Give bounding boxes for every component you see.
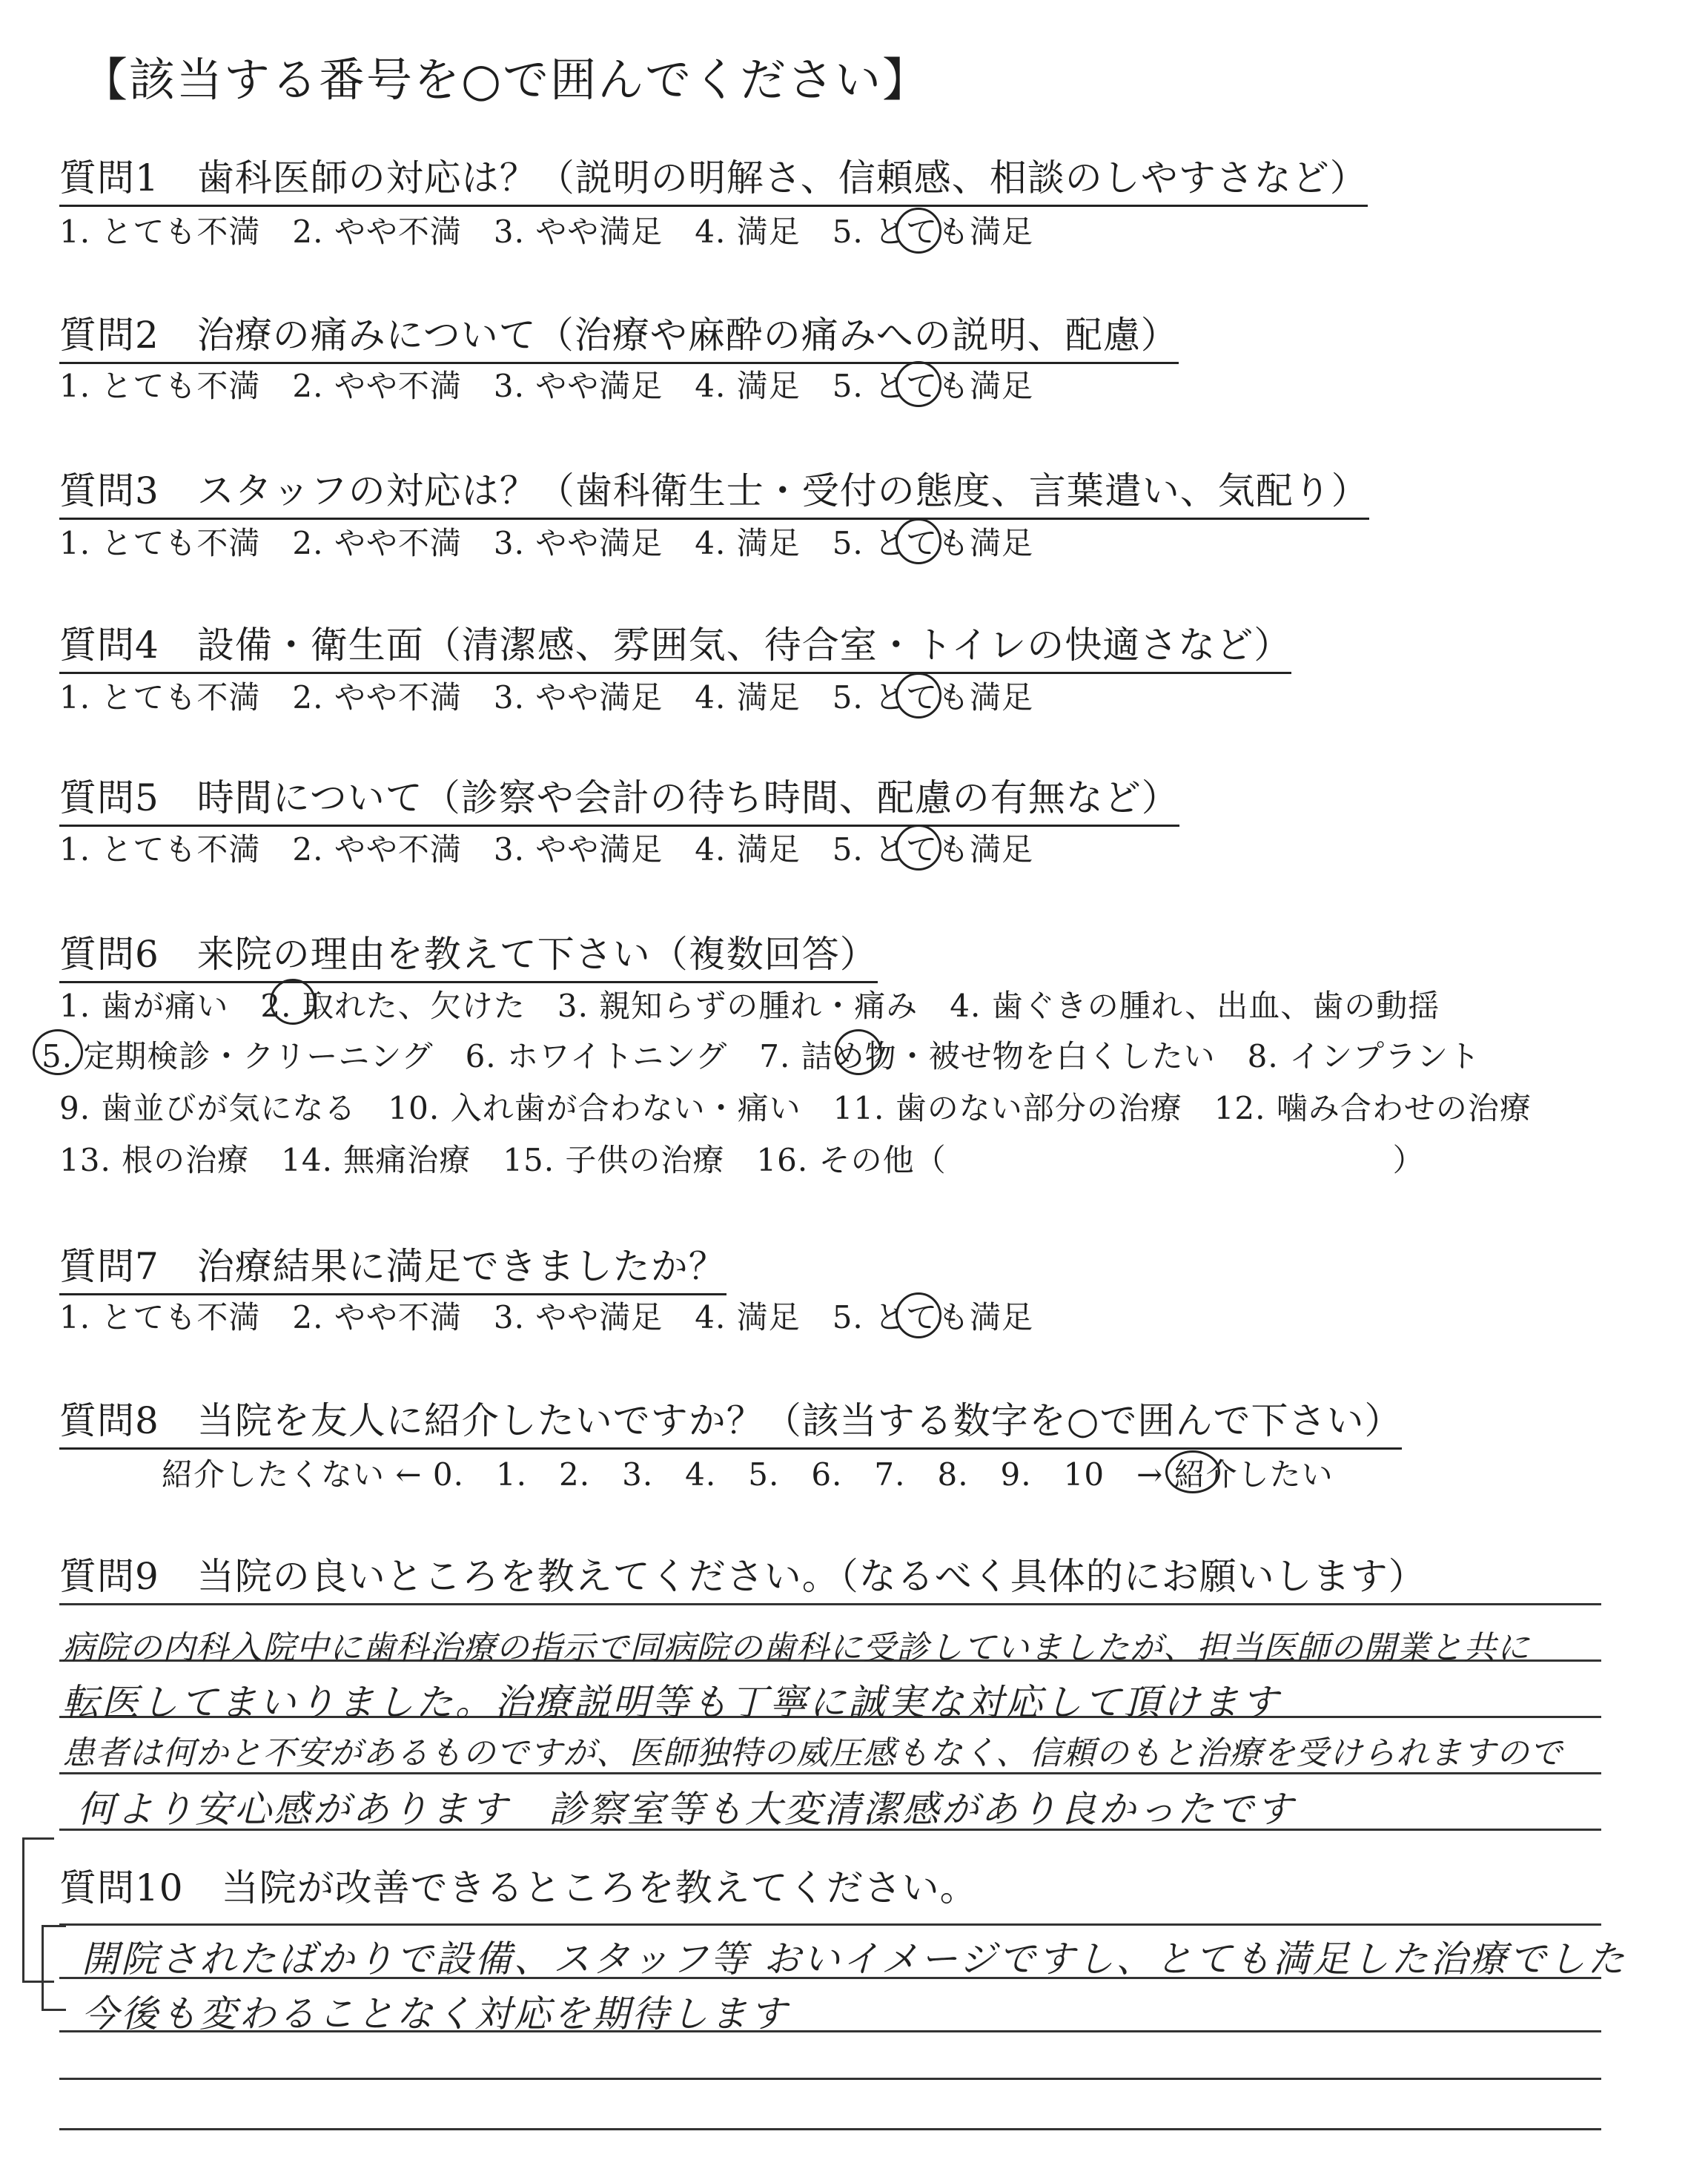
- question-7-options: 1. とても不満 2. やや不満 3. やや満足 4. 満足 5. とても満足: [59, 1299, 1034, 1335]
- question-6-label: 質問6 来院の理由を教えて下さい（複数回答）: [59, 925, 878, 983]
- question-8-label: 質問8 当院を友人に紹介したいですか？（該当する数字を○で囲んで下さい）: [59, 1391, 1402, 1450]
- question-3-answer-circle: [896, 518, 941, 564]
- question-6-line-4: 13. 根の治療 14. 無痛治療 15. 子供の治療 16. その他（ ）: [59, 1142, 1425, 1178]
- question-6-answer-circle-5: [33, 1029, 83, 1075]
- question-5-label: 質問5 時間について（診察や会計の待ち時間、配慮の有無など）: [59, 768, 1179, 827]
- question-7-answer-circle: [896, 1292, 941, 1338]
- question-1-answer-circle: [896, 208, 941, 254]
- question-8-answer-circle: [1165, 1450, 1220, 1493]
- question-6-line-1: 1. 歯が痛い 2. 取れた、欠けた 3. 親知らずの腫れ・痛み 4. 歯ぐきの腫れ、出血、歯の動揺: [59, 988, 1440, 1024]
- page-title: 【該当する番号を○で囲んでください】: [82, 53, 930, 107]
- question-6-line-2: 5. 定期検診・クリーニング 6. ホワイトニング 7. 詰め物・被せ物を白くしたい 8. インプラント: [42, 1038, 1481, 1074]
- question-2-label: 質問2 治療の痛みについて（治療や麻酔の痛みへの説明、配慮）: [59, 305, 1179, 364]
- handwritten-bracket-mark-2: [42, 1925, 66, 2011]
- q10-answer-rule-4: [59, 2078, 1601, 2080]
- question-3-label: 質問3 スタッフの対応は？（歯科衛生士・受付の態度、言葉遣い、気配り）: [59, 461, 1369, 520]
- question-4-label: 質問4 設備・衛生面（清潔感、雰囲気、待合室・トイレの快適さなど）: [59, 615, 1291, 674]
- q9-answer-rule-1: [59, 1603, 1601, 1605]
- question-6-answer-circle-2: [270, 979, 316, 1025]
- q10-answer-rule-5: [59, 2128, 1601, 2130]
- q9-answer-line-4: 何より安心感があります 診察室等も大変清潔感があり良かったです: [77, 1788, 1295, 1831]
- question-9-label: 質問9 当院の良いところを教えてください。（なるべく具体的にお願いします）: [59, 1555, 1426, 1598]
- q10-answer-line-2: 今後も変わることなく対応を期待します: [82, 1992, 789, 2035]
- question-5-options: 1. とても不満 2. やや不満 3. やや満足 4. 満足 5. とても満足: [59, 831, 1034, 868]
- question-4-options: 1. とても不満 2. やや不満 3. やや満足 4. 満足 5. とても満足: [59, 679, 1034, 716]
- question-4-answer-circle: [896, 673, 941, 719]
- question-6-line-3: 9. 歯並びが気になる 10. 入れ歯が合わない・痛い 11. 歯のない部分の治療 12. 噛み合わせの治療: [59, 1090, 1532, 1126]
- q9-answer-line-2: 転医してまいりました。治療説明等も丁寧に誠実な対応して頂けます: [62, 1681, 1280, 1724]
- question-7-label: 質問7 治療結果に満足できましたか？: [59, 1237, 726, 1295]
- question-8-scale: 紹介したくない ← 0. 1. 2. 3. 4. 5. 6. 7. 8. 9. 10 → 紹介したい: [162, 1456, 1334, 1493]
- q10-answer-line-1: 開院されたばかりで設備、スタッフ等 おいイメージですし、とても満足した治療でした: [82, 1938, 1627, 1981]
- q9-answer-line-1: 病院の内科入院中に歯科治療の指示で同病院の歯科に受診していましたが、担当医師の開業と共に: [62, 1629, 1530, 1667]
- question-2-answer-circle: [896, 361, 941, 407]
- question-5-answer-circle: [896, 825, 941, 871]
- question-6-answer-circle-7: [835, 1029, 882, 1075]
- question-2-options: 1. とても不満 2. やや不満 3. やや満足 4. 満足 5. とても満足: [59, 368, 1034, 404]
- q10-answer-rule-1: [59, 1923, 1601, 1926]
- q9-answer-line-3: 患者は何かと不安があるものですが、医師独特の威圧感もなく、信頼のもと治療を受けられますので: [62, 1734, 1563, 1772]
- question-10-label: 質問10 当院が改善できるところを教えてください。: [59, 1866, 978, 1909]
- question-3-options: 1. とても不満 2. やや不満 3. やや満足 4. 満足 5. とても満足: [59, 525, 1034, 561]
- question-1-label: 質問1 歯科医師の対応は？（説明の明解さ、信頼感、相談のしやすさなど）: [59, 148, 1368, 207]
- question-1-options: 1. とても不満 2. やや不満 3. やや満足 4. 満足 5. とても満足: [59, 214, 1034, 250]
